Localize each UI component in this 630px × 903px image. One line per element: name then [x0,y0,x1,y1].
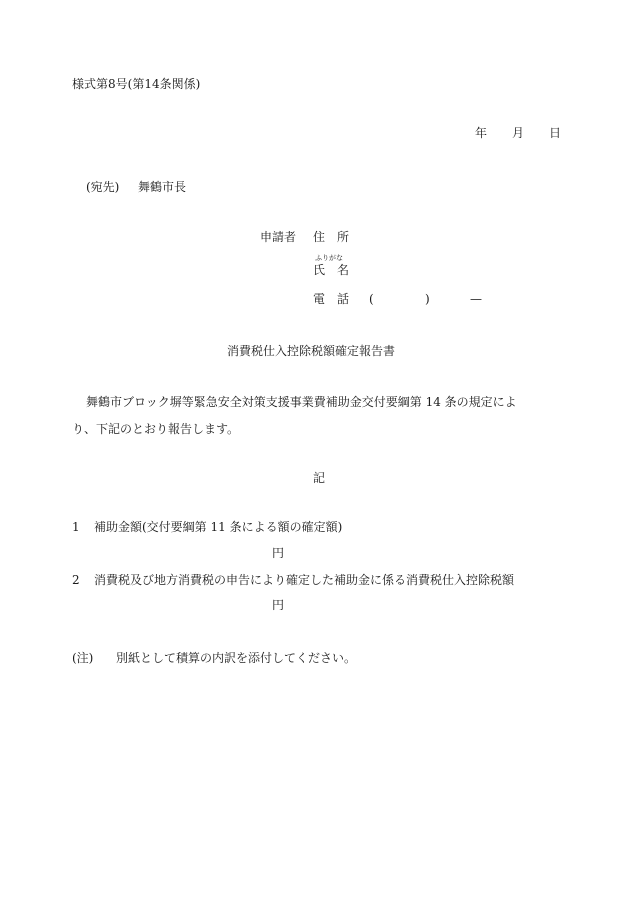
furigana-label: ふりがな [315,254,343,262]
item-1-text: 補助金額(交付要綱第 11 条による額の確定額) [94,520,343,534]
note-text: 別紙として積算の内訳を添付してください。 [116,651,357,665]
date-day: 日 [549,126,562,140]
item-2-text: 消費税及び地方消費税の申告により確定した補助金に係る消費税仕入控除税額 [94,573,515,587]
document-title: 消費税仕入控除税額確定報告書 [227,344,396,358]
ki-heading: 記 [313,471,326,485]
note-label: (注) [72,651,94,665]
item-1-unit: 円 [272,546,285,560]
date-month: 月 [512,126,525,140]
name-label: 氏 名 [313,263,350,277]
phone-dash: — [470,292,482,306]
item-2-number: 2 [72,573,80,587]
body-line-1: 舞鶴市ブロック塀等緊急安全対策支援事業費補助金交付要綱第 14 条の規定によ [86,395,517,409]
body-line-2: り、下記のとおり報告します。 [72,422,240,436]
item-1-number: 1 [72,520,80,534]
addressee-name: 舞鶴市長 [138,180,187,194]
phone-close-paren: ) [425,292,430,306]
item-2-unit: 円 [272,598,285,612]
form-number: 様式第8号(第14条関係) [72,77,201,91]
date-year: 年 [475,126,488,140]
address-label: 住 所 [313,230,350,244]
phone-open-paren: ( [369,292,374,306]
phone-label: 電 話 [313,292,350,306]
applicant-label: 申請者 [260,230,297,244]
addressee-label: (宛先) [86,180,120,194]
